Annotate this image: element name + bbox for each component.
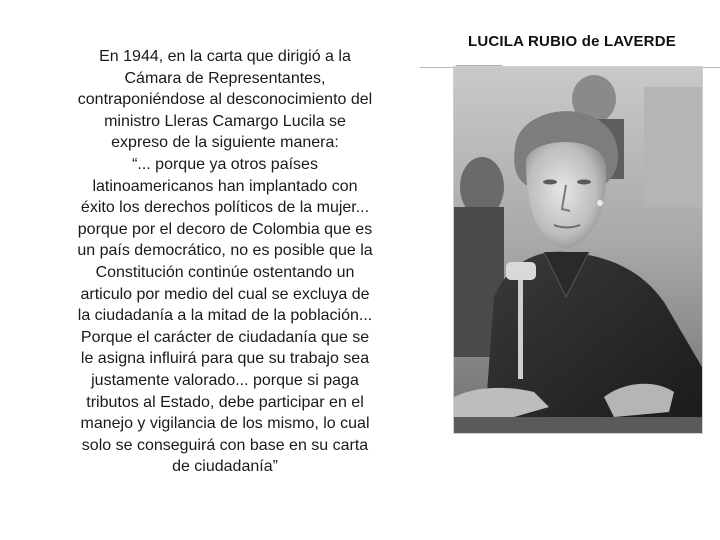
quote-line: expreso de la siguiente manera: — [111, 134, 339, 152]
quote-line: porque por el decoro de Colombia que es — [77, 220, 373, 238]
quote-text-block — [52, 46, 398, 478]
quote-line: éxito los derechos políticos de la mujer... — [80, 199, 370, 217]
slide-title: LUCILA RUBIO de LAVERDE — [468, 33, 676, 50]
quote-line: articulo por medio del cual se excluya de — [80, 285, 370, 303]
quote-line: “... porque ya otros países — [132, 155, 318, 173]
quote-line: contraponiéndose al desconocimiento del — [77, 91, 373, 109]
quote-line: Porque el carácter de ciudadanía que se — [80, 328, 370, 346]
quote-line: Constitución continúe ostentando un — [95, 263, 355, 281]
quote-line: le asigna influirá para que su trabajo sea — [80, 350, 370, 368]
quote-line: ministro Lleras Camargo Lucila se — [104, 112, 346, 130]
quote-line: la ciudadanía a la mitad de la población... — [77, 307, 373, 325]
quote-line: En 1944, en la carta que dirigió a la — [99, 48, 351, 65]
quote-line: de ciudadanía” — [172, 458, 278, 476]
quote-line: Cámara de Representantes, — [124, 69, 326, 87]
quote-line: tributos al Estado, debe participar en el — [86, 393, 364, 411]
quote-line: manejo y vigilancia de los mismo, lo cual — [80, 415, 370, 433]
quote-line: un país democrático, no es posible que la — [77, 242, 373, 260]
quote-line: latinoamericanos han implantado con — [92, 177, 358, 195]
portrait-photo — [454, 67, 702, 433]
quote-line: solo se conseguirá con base en su carta — [81, 436, 369, 454]
quote-line: justamente valorado... porque si paga — [91, 371, 359, 389]
